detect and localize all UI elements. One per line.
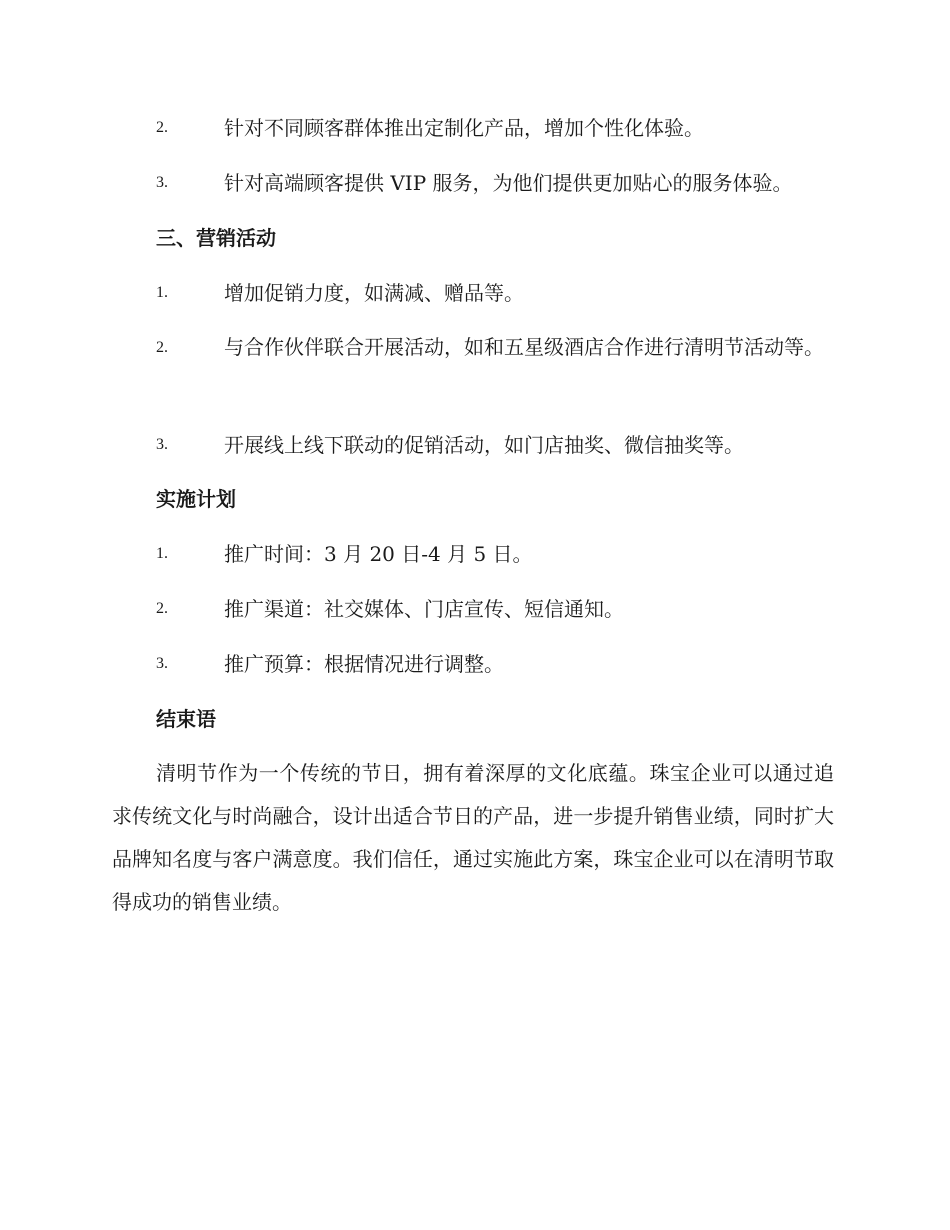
list-number: 1.: [156, 284, 168, 301]
section-heading-conclusion: 结束语: [156, 707, 216, 731]
list-item: [112, 326, 834, 369]
list-number: 3.: [156, 655, 168, 672]
list-text: 针对不同顾客群体推出定制化产品，增加个性化体验。: [224, 116, 704, 140]
conclusion-paragraph: 清明节作为一个传统的节日，拥有着深厚的文化底蕴。珠宝企业可以通过追求传统文化与时尚融合，设计出适合节日的产品，进一步提升销售业绩，同时扩大品牌知名度与客户满意度。我们信任，通过实施此方案，珠宝企业可以在清明节取得成功的销售业绩。: [112, 761, 834, 914]
list-text: 针对高端顾客提供 VIP 服务，为他们提供更加贴心的服务体验。: [224, 171, 793, 195]
list-item: [112, 532, 834, 576]
list-text: 与合作伙伴联合开展活动，如和五星级酒店合作进行清明节活动等。: [224, 335, 824, 359]
list-number: 3.: [156, 174, 168, 191]
list-item: [112, 271, 834, 315]
list-number: 3.: [156, 436, 168, 453]
list-text: 增加促销力度，如满减、赠品等。: [224, 281, 524, 305]
list-item: [112, 642, 834, 686]
list-text: 开展线上线下联动的促销活动，如门店抽奖、微信抽奖等。: [224, 433, 744, 457]
list-item: [112, 161, 834, 205]
list-item: [112, 587, 834, 631]
list-text: 推广渠道：社交媒体、门店宣传、短信通知。: [224, 597, 624, 621]
section-heading-marketing: 三、营销活动: [156, 226, 276, 250]
list-text: 推广时间：3 月 20 日-4 月 5 日。: [224, 542, 533, 566]
list-number: 1.: [156, 545, 168, 562]
list-item: [112, 106, 834, 150]
list-number: 2.: [156, 600, 168, 617]
list-item: [112, 423, 834, 467]
section-heading-implementation: 实施计划: [156, 487, 236, 511]
list-number: 2.: [156, 119, 168, 136]
list-text: 推广预算：根据情况进行调整。: [224, 652, 504, 676]
list-number: 2.: [156, 339, 168, 356]
